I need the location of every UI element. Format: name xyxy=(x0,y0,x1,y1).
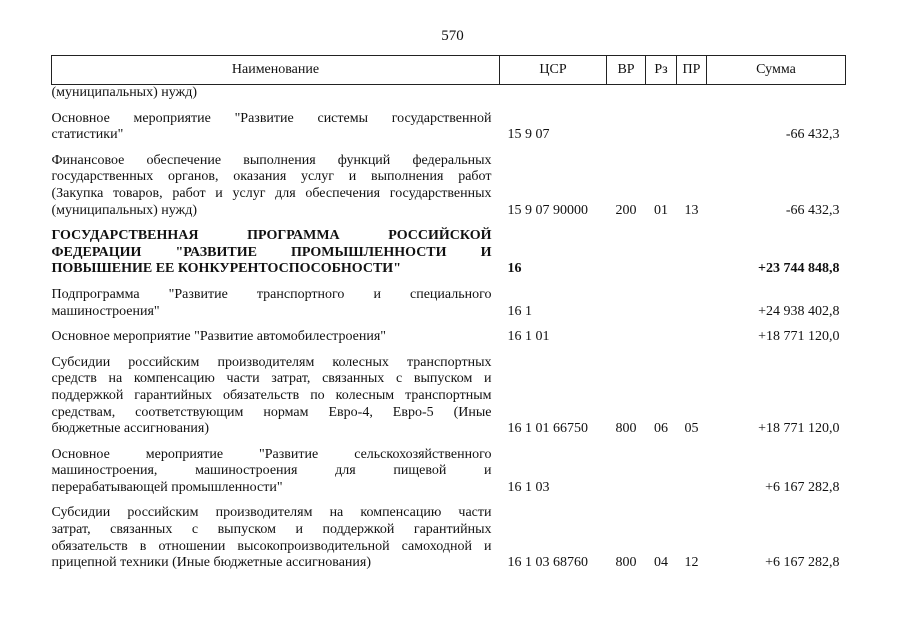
row-name-line: средств на компенсацию части затрат, связанных с выпуском и xyxy=(51,371,492,387)
row-name-line: ГОСУДАРСТВЕННАЯ ПРОГРАММА РОССИЙСКОЙ xyxy=(51,228,492,244)
row-name-line: Основное мероприятие "Развитие системы государственной xyxy=(51,110,492,126)
table-row xyxy=(52,85,846,102)
row-name-line: (муниципальных) нужд) xyxy=(51,85,198,100)
row-name xyxy=(52,85,500,102)
table-row xyxy=(52,219,846,278)
row-name xyxy=(52,278,500,320)
budget-table xyxy=(51,55,846,572)
table-row xyxy=(52,496,846,571)
table-row xyxy=(52,144,846,219)
row-vr xyxy=(607,438,646,497)
table-body xyxy=(52,85,846,572)
row-rz xyxy=(646,438,677,497)
row-csr: 16 1 01 66750 xyxy=(507,421,588,437)
row-sum: +6 167 282,8 xyxy=(765,479,840,495)
header-csr: ЦСР xyxy=(500,56,607,85)
row-name-line: государственных органов, оказания услуг и выполнения работ xyxy=(51,169,492,185)
row-name xyxy=(52,438,500,497)
row-sum xyxy=(707,85,846,102)
row-vr: 800 xyxy=(615,421,637,437)
row-rz xyxy=(646,278,677,320)
row-name-line: машиностроения" xyxy=(51,303,160,319)
row-name-line: поддержкой гарантийных обязательств по колесным транспортным xyxy=(51,387,492,403)
row-sum: +6 167 282,8 xyxy=(765,555,840,571)
table-row xyxy=(52,278,846,320)
row-csr: 16 1 01 xyxy=(507,329,550,345)
table-row xyxy=(52,320,846,346)
row-csr: 16 1 xyxy=(507,303,532,319)
row-name xyxy=(52,219,500,278)
row-name-line: (Закупка товаров, работ и услуг для обеспечения государственных xyxy=(51,185,492,201)
row-name-line: перерабатывающей промышленности" xyxy=(51,479,283,495)
row-pr xyxy=(677,85,707,102)
row-vr: 800 xyxy=(615,555,637,571)
header-pr: ПР xyxy=(677,56,707,85)
row-vr xyxy=(607,85,646,102)
row-name xyxy=(52,102,500,144)
row-name-line: ПОВЫШЕНИЕ ЕЕ КОНКУРЕНТОСПОСОБНОСТИ" xyxy=(51,261,401,277)
row-name-line: ФЕДЕРАЦИИ "РАЗВИТИЕ ПРОМЫШЛЕННОСТИ И xyxy=(51,244,492,260)
row-rz xyxy=(646,320,677,346)
row-rz: 01 xyxy=(654,202,668,218)
row-name-line: машиностроения, машиностроения для пищевой и xyxy=(51,463,492,479)
row-name-line: Субсидии российским производителям колесных транспортных xyxy=(51,354,492,370)
row-name xyxy=(52,320,500,346)
row-sum: +18 771 120,0 xyxy=(758,329,840,345)
row-pr xyxy=(677,278,707,320)
row-name-line: Субсидии российским производителям на компенсацию части xyxy=(51,505,492,521)
row-pr xyxy=(677,102,707,144)
row-name-line: обязательств в отношении высокопроизводительной самоходной и xyxy=(51,538,492,554)
row-pr xyxy=(677,320,707,346)
row-sum: -66 432,3 xyxy=(785,202,840,218)
table-row xyxy=(52,438,846,497)
row-csr: 15 9 07 90000 xyxy=(507,202,588,218)
row-csr: 15 9 07 xyxy=(507,127,550,143)
row-pr: 12 xyxy=(684,555,699,571)
header-rz: Рз xyxy=(646,56,677,85)
page-number: 570 xyxy=(441,28,464,44)
row-sum: +24 938 402,8 xyxy=(758,303,840,319)
row-pr xyxy=(677,219,707,278)
row-name-line: Финансовое обеспечение выполнения функций федеральных xyxy=(51,152,492,168)
row-sum: +18 771 120,0 xyxy=(758,421,840,437)
row-csr: 16 xyxy=(507,261,522,277)
row-name-line: средствам, соответствующим нормам Евро-4, Евро-5 (Иные xyxy=(51,404,492,420)
table-header-row xyxy=(52,56,846,85)
row-pr: 13 xyxy=(684,202,699,218)
row-sum: +23 744 848,8 xyxy=(758,261,840,277)
row-rz xyxy=(646,85,677,102)
row-name-line: статистики" xyxy=(51,127,124,143)
row-vr xyxy=(607,278,646,320)
row-rz xyxy=(646,102,677,144)
row-vr xyxy=(607,102,646,144)
row-vr xyxy=(607,320,646,346)
row-name-line: затрат, связанных с выпуском и поддержкой гарантийных xyxy=(51,522,492,538)
row-rz xyxy=(646,219,677,278)
header-sum: Сумма xyxy=(707,56,846,85)
row-vr xyxy=(607,219,646,278)
row-pr: 05 xyxy=(684,421,699,437)
row-name-line: бюджетные ассигнования) xyxy=(51,421,210,437)
row-name xyxy=(52,346,500,438)
row-name xyxy=(52,496,500,571)
row-rz: 06 xyxy=(654,421,668,437)
row-name-line: Подпрограмма "Развитие транспортного и специального xyxy=(51,286,492,302)
row-sum: -66 432,3 xyxy=(785,127,840,143)
row-csr: 16 1 03 68760 xyxy=(507,555,588,571)
header-vr: ВР xyxy=(607,56,646,85)
row-name-line: (муниципальных) нужд) xyxy=(51,202,198,218)
row-name-line: Основное мероприятие "Развитие сельскохозяйственного xyxy=(51,446,492,462)
row-name-line: прицепной техники (Иные бюджетные ассигнования) xyxy=(51,555,371,571)
row-name-line: Основное мероприятие "Развитие автомобилестроения" xyxy=(51,329,386,345)
row-vr: 200 xyxy=(615,202,637,218)
row-name xyxy=(52,144,500,219)
row-csr: 16 1 03 xyxy=(507,479,550,495)
row-pr xyxy=(677,438,707,497)
table-row xyxy=(52,346,846,438)
header-name: Наименование xyxy=(52,56,500,85)
row-rz: 04 xyxy=(654,555,668,571)
table-row xyxy=(52,102,846,144)
row-csr xyxy=(500,85,607,102)
